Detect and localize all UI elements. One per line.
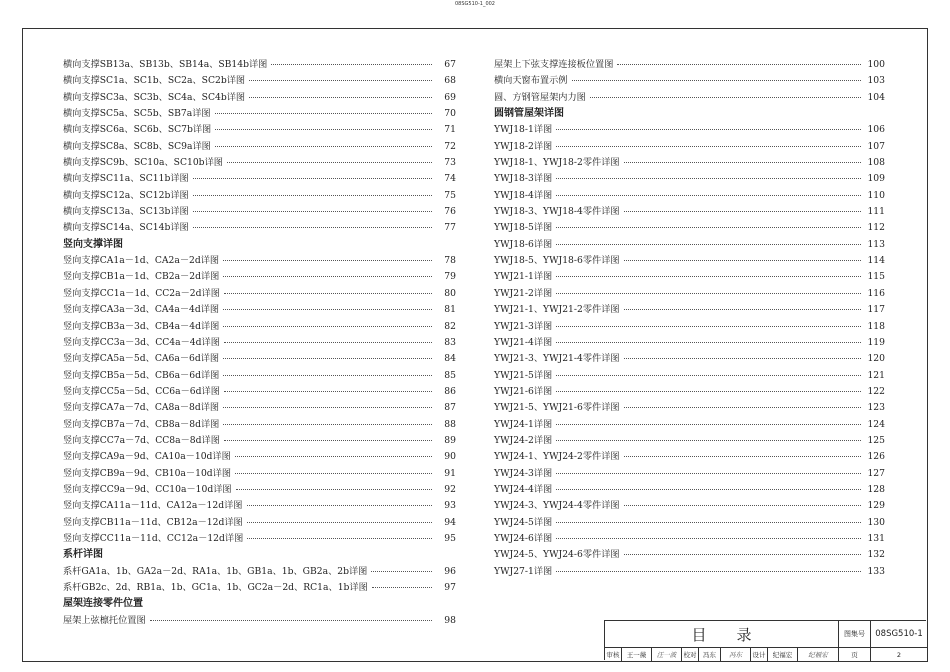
toc-leader-dots: [556, 440, 861, 441]
toc-page-number: 104: [867, 91, 885, 103]
toc-page-number: 132: [867, 549, 885, 561]
toc-page-number: 96: [444, 565, 456, 577]
toc-page-number: 69: [444, 91, 456, 103]
toc-entry: [494, 188, 885, 204]
toc-section-heading: [63, 547, 456, 563]
toc-entry-title: 横向支撑SC11a、SC11b详图: [63, 173, 189, 185]
toc-page-number: 123: [867, 402, 885, 414]
toc-entry-title: 系杆GA1a、1b、GA2a－2d、RA1a、1b、GB1a、1b、GB2a、2b详图: [63, 565, 368, 577]
toc-entry: [494, 122, 885, 138]
toc-leader-dots: [556, 227, 861, 228]
toc-leader-dots: [193, 227, 432, 228]
toc-entry-title: 竖向支撑CB9a－9d、CB10a－10d详图: [63, 467, 232, 479]
toc-page-number: 108: [867, 157, 885, 169]
toc-entry-title: YWJ21-6详图: [494, 385, 553, 397]
toc-section-heading: [63, 237, 456, 253]
toc-entry-title: 竖向支撑CC5a－5d、CC6a－6d详图: [63, 385, 220, 397]
toc-page-number: 125: [867, 434, 885, 446]
toc-entry: [63, 613, 456, 629]
toc-entry-title: 竖向支撑CB3a－3d、CB4a－4d详图: [63, 320, 220, 332]
toc-entry: [494, 335, 885, 351]
toc-page-number: 74: [444, 173, 456, 185]
toc-entry: [63, 253, 456, 269]
reviewer-signature: 汪一波: [652, 648, 682, 661]
toc-page-number: 107: [867, 140, 885, 152]
toc-entry-title: 竖向支撑CA11a－11d、CA12a－12d详图: [63, 500, 243, 512]
toc-leader-dots: [372, 587, 432, 588]
toc-page-number: 67: [444, 59, 456, 70]
toc-entry-title: YWJ21-3详图: [494, 320, 553, 332]
title-block: [604, 620, 926, 660]
toc-leader-dots: [223, 260, 432, 261]
toc-entry-title: 竖向支撑CB11a－11d、CB12a－12d详图: [63, 516, 243, 528]
toc-leader-dots: [193, 178, 432, 179]
toc-entry: [494, 286, 885, 302]
toc-leader-dots: [556, 424, 861, 425]
toc-entry: [63, 302, 456, 318]
toc-entry: [494, 531, 885, 547]
checker-name: 冯东: [699, 648, 721, 661]
toc-page-number: 97: [444, 582, 456, 593]
toc-entry-title: YWJ24-3详图: [494, 467, 553, 479]
toc-leader-dots: [223, 326, 432, 327]
toc-page-number: 87: [444, 402, 456, 414]
toc-leader-dots: [223, 407, 432, 408]
toc-entry: [494, 368, 885, 384]
toc-entry-title: YWJ21-5详图: [494, 369, 553, 381]
toc-entry: [63, 204, 456, 220]
toc-entry-title: 圆钢管屋架详图: [494, 108, 564, 120]
toc-leader-dots: [193, 195, 432, 196]
toc-entry: [63, 188, 456, 204]
checker-signature: 冯东: [721, 648, 751, 661]
toc-entry-title: YWJ24-4详图: [494, 483, 553, 495]
toc-leader-dots: [556, 326, 861, 327]
toc-entry-title: YWJ18-1、YWJ18-2零件详图: [494, 157, 620, 169]
toc-entry: [494, 171, 885, 187]
toc-page-number: 112: [867, 222, 885, 234]
toc-entry: [494, 417, 885, 433]
toc-leader-dots: [624, 309, 861, 310]
toc-entry: [63, 400, 456, 416]
toc-entry-title: YWJ18-5详图: [494, 222, 553, 234]
toc-leader-dots: [223, 358, 432, 359]
toc-leader-dots: [215, 146, 432, 147]
toc-entry: [63, 515, 456, 531]
toc-entry: [494, 515, 885, 531]
toc-page-number: 94: [444, 516, 456, 528]
toc-page-number: 109: [867, 173, 885, 185]
toc-entry: [494, 57, 885, 73]
toc-leader-dots: [193, 211, 432, 212]
toc-leader-dots: [224, 293, 432, 294]
toc-entry-title: 竖向支撑CA1a－1d、CA2a－2d详图: [63, 255, 220, 267]
toc-page-number: 78: [444, 255, 456, 267]
toc-page-number: 133: [867, 565, 885, 577]
toc-entry: [494, 351, 885, 367]
toc-entry: [63, 433, 456, 449]
toc-leader-dots: [556, 178, 861, 179]
toc-entry-title: 竖向支撑CC11a－11d、CC12a－12d详图: [63, 532, 244, 544]
toc-entry-title: 横向支撑SC8a、SC8b、SC9a详图: [63, 140, 211, 152]
toc-entry: [494, 482, 885, 498]
toc-entry-title: 竖向支撑CB5a－5d、CB6a－6d详图: [63, 369, 220, 381]
toc-page-number: 121: [867, 369, 885, 381]
toc-entry-title: 竖向支撑CA5a－5d、CA6a－6d详图: [63, 353, 220, 365]
toc-leader-dots: [624, 505, 861, 506]
toc-leader-dots: [556, 195, 861, 196]
toc-leader-dots: [235, 456, 432, 457]
toc-page-number: 76: [444, 206, 456, 218]
toc-page-number: 81: [444, 304, 456, 316]
toc-entry-title: YWJ21-5、YWJ21-6零件详图: [494, 402, 620, 414]
toc-entry: [494, 237, 885, 253]
toc-page-number: 131: [867, 532, 885, 544]
toc-page-number: 128: [867, 483, 885, 495]
toc-page-number: 126: [867, 451, 885, 463]
toc-page-number: 100: [867, 59, 885, 70]
toc-entry-title: YWJ21-4详图: [494, 336, 553, 348]
toc-entry-title: 竖向支撑CA7a－7d、CA8a－8d详图: [63, 402, 220, 414]
toc-entry: [63, 139, 456, 155]
toc-leader-dots: [224, 391, 432, 392]
toc-section-heading: [63, 596, 456, 612]
toc-leader-dots: [215, 129, 432, 130]
toc-entry-title: 横向天窗布置示例: [494, 75, 568, 87]
toc-leader-dots: [236, 489, 432, 490]
toc-entry-title: YWJ18-1详图: [494, 124, 553, 136]
toc-leader-dots: [556, 342, 861, 343]
review-label: 审核: [605, 648, 622, 661]
toc-leader-dots: [556, 522, 861, 523]
check-label: 校对: [682, 648, 699, 661]
toc-entry-title: YWJ21-3、YWJ21-4零件详图: [494, 353, 620, 365]
toc-leader-dots: [223, 309, 432, 310]
toc-leader-dots: [556, 146, 861, 147]
toc-page-number: 116: [867, 287, 885, 299]
toc-leader-dots: [624, 211, 861, 212]
toc-leader-dots: [235, 473, 432, 474]
toc-entry: [63, 57, 456, 73]
toc-entry-title: 竖向支撑CA3a－3d、CA4a－4d详图: [63, 304, 220, 316]
set-number-label: 图集号: [839, 621, 871, 648]
page-label: 页: [839, 648, 871, 661]
toc-page-number: 68: [444, 75, 456, 87]
toc-leader-dots: [249, 80, 432, 81]
toc-page-number: 103: [867, 75, 885, 87]
toc-entry-title: 圆、方钢管屋架内力图: [494, 91, 586, 103]
toc-entry: [63, 319, 456, 335]
toc-entry-title: 竖向支撑CB1a－1d、CB2a－2d详图: [63, 271, 220, 283]
toc-entry: [63, 580, 456, 596]
toc-entry-title: YWJ21-2详图: [494, 287, 553, 299]
toc-page-number: 79: [444, 271, 456, 283]
toc-entry: [494, 155, 885, 171]
toc-page-number: 91: [444, 467, 456, 479]
toc-entry-title: YWJ21-1、YWJ21-2零件详图: [494, 304, 620, 316]
toc-leader-dots: [247, 522, 432, 523]
toc-entry: [494, 547, 885, 563]
toc-entry-title: 横向支撑SC5a、SC5b、SB7a详图: [63, 108, 211, 120]
toc-entry-title: 横向支撑SC14a、SC14b详图: [63, 222, 189, 234]
toc-entry-title: 屋架连接零件位置: [63, 598, 143, 610]
toc-leader-dots: [223, 375, 432, 376]
toc-entry: [494, 73, 885, 89]
toc-leader-dots: [572, 80, 862, 81]
toc-entry-title: YWJ21-1详图: [494, 271, 553, 283]
toc-leader-dots: [556, 538, 861, 539]
toc-page-number: 95: [444, 532, 456, 544]
designer-name: 纪福宏: [768, 648, 798, 661]
toc-entry: [63, 351, 456, 367]
toc-page-number: 93: [444, 500, 456, 512]
toc-page-number: 80: [444, 287, 456, 299]
toc-leader-dots: [556, 244, 861, 245]
signature-row: [605, 648, 927, 661]
toc-page-number: 117: [867, 304, 885, 316]
toc-leader-dots: [371, 571, 432, 572]
design-label: 设计: [751, 648, 768, 661]
toc-entry: [63, 564, 456, 580]
toc-leader-dots: [150, 620, 432, 621]
toc-entry-title: YWJ24-5详图: [494, 516, 553, 528]
toc-leader-dots: [247, 505, 433, 506]
toc-page-number: 115: [867, 271, 885, 283]
toc-entry: [494, 449, 885, 465]
toc-page-number: 85: [444, 369, 456, 381]
page-number: 2: [896, 650, 902, 659]
toc-page-number: 111: [867, 206, 885, 218]
toc-entry-title: 屋架上下弦支撑连接板位置图: [494, 59, 614, 70]
toc-entry: [63, 498, 456, 514]
toc-section-heading: [494, 106, 885, 122]
toc-entry: [494, 466, 885, 482]
toc-entry: [494, 498, 885, 514]
toc-leader-dots: [224, 440, 432, 441]
toc-entry: [63, 368, 456, 384]
toc-entry: [494, 400, 885, 416]
toc-page-number: 120: [867, 353, 885, 365]
toc-entry-title: 横向支撑SC1a、SC1b、SC2a、SC2b详图: [63, 75, 246, 87]
toc-left-column: [63, 57, 456, 629]
toc-leader-dots: [556, 489, 861, 490]
toc-entry: [63, 269, 456, 285]
toc-entry: [494, 90, 885, 106]
toc-entry-title: YWJ18-2详图: [494, 140, 553, 152]
toc-page-number: 86: [444, 385, 456, 397]
toc-entry-title: 竖向支撑CC9a－9d、CC10a－10d详图: [63, 483, 232, 495]
toc-leader-dots: [556, 129, 861, 130]
toc-entry-title: 横向支撑SC3a、SC3b、SC4a、SC4b详图: [63, 91, 246, 103]
toc-leader-dots: [223, 424, 432, 425]
toc-page-number: 98: [444, 614, 456, 626]
toc-entry-title: 系杆详图: [63, 549, 103, 561]
toc-entry-title: YWJ18-3详图: [494, 173, 553, 185]
toc-entry: [494, 564, 885, 580]
toc-leader-dots: [249, 97, 432, 98]
toc-leader-dots: [624, 358, 861, 359]
toc-leader-dots: [624, 407, 861, 408]
toc-leader-dots: [624, 456, 861, 457]
toc-entry: [494, 302, 885, 318]
toc-page-number: 119: [867, 336, 885, 348]
toc-entry-title: 屋架上弦檩托位置图: [63, 614, 146, 626]
toc-entry-title: YWJ24-1、YWJ24-2零件详图: [494, 451, 620, 463]
toc-entry-title: YWJ18-3、YWJ18-4零件详图: [494, 206, 620, 218]
toc-leader-dots: [624, 162, 861, 163]
toc-page-number: 88: [444, 418, 456, 430]
toc-entry-title: 竖向支撑详图: [63, 238, 123, 250]
toc-leader-dots: [556, 293, 861, 294]
toc-entry: [494, 269, 885, 285]
designer-signature: 纪福宏: [798, 648, 839, 661]
toc-entry: [63, 106, 456, 122]
toc-page-number: 122: [867, 385, 885, 397]
toc-page-number: 70: [444, 108, 456, 120]
toc-page-number: 89: [444, 434, 456, 446]
toc-entry: [63, 122, 456, 138]
toc-entry: [494, 319, 885, 335]
toc-leader-dots: [215, 113, 432, 114]
toc-leader-dots: [556, 276, 861, 277]
toc-entry: [63, 417, 456, 433]
toc-entry: [63, 286, 456, 302]
toc-entry: [63, 171, 456, 187]
toc-entry-title: YWJ24-2详图: [494, 434, 553, 446]
toc-entry: [63, 73, 456, 89]
set-number-value: 08SG510-1: [871, 621, 927, 648]
toc-leader-dots: [556, 473, 861, 474]
toc-leader-dots: [227, 162, 432, 163]
toc-leader-dots: [624, 554, 861, 555]
title-block-title: 目录: [605, 621, 839, 648]
toc-page-number: 83: [444, 336, 456, 348]
toc-entry: [63, 449, 456, 465]
toc-entry-title: 横向支撑SC13a、SC13b详图: [63, 206, 189, 218]
toc-entry-title: YWJ18-5、YWJ18-6零件详图: [494, 255, 620, 267]
toc-leader-dots: [556, 375, 861, 376]
toc-leader-dots: [247, 538, 432, 539]
toc-entry: [63, 220, 456, 236]
toc-page-number: 75: [444, 189, 456, 201]
toc-entry-title: 竖向支撑CB7a－7d、CB8a－8d详图: [63, 418, 220, 430]
toc-leader-dots: [223, 276, 432, 277]
toc-entry-title: 竖向支撑CC1a－1d、CC2a－2d详图: [63, 287, 220, 299]
toc-leader-dots: [590, 97, 861, 98]
toc-page-number: 124: [867, 418, 885, 430]
toc-entry-title: 竖向支撑CA9a－9d、CA10a－10d详图: [63, 451, 231, 463]
toc-entry: [63, 482, 456, 498]
toc-entry: [494, 220, 885, 236]
toc-page-number: 73: [444, 157, 456, 169]
document-code-header: 08SG510-1_002: [455, 1, 495, 7]
toc-leader-dots: [624, 260, 861, 261]
toc-entry-title: 横向支撑SC12a、SC12b详图: [63, 189, 189, 201]
toc-entry: [494, 253, 885, 269]
toc-leader-dots: [271, 64, 432, 65]
toc-entry-title: 横向支撑SC6a、SC6b、SC7b详图: [63, 124, 212, 136]
toc-entry: [63, 384, 456, 400]
toc-page-number: 90: [444, 451, 456, 463]
toc-entry: [63, 466, 456, 482]
toc-right-column: [494, 57, 885, 580]
toc-entry: [494, 204, 885, 220]
toc-entry-title: YWJ24-6详图: [494, 532, 553, 544]
toc-page-number: 92: [444, 483, 456, 495]
toc-page-number: 129: [867, 500, 885, 512]
toc-entry: [63, 531, 456, 547]
toc-entry: [494, 139, 885, 155]
toc-entry: [494, 384, 885, 400]
toc-page-number: 118: [867, 320, 885, 332]
toc-entry-title: 横向支撑SC9b、SC10a、SC10b详图: [63, 157, 223, 169]
toc-entry-title: YWJ24-3、YWJ24-4零件详图: [494, 500, 620, 512]
toc-entry: [494, 433, 885, 449]
toc-entry-title: 系杆GB2c、2d、RB1a、1b、GC1a、1b、GC2a－2d、RC1a、1b详图: [63, 582, 368, 593]
toc-entry-title: YWJ27-1详图: [494, 565, 553, 577]
toc-page-number: 72: [444, 140, 456, 152]
toc-leader-dots: [617, 64, 861, 65]
toc-entry-title: YWJ24-5、YWJ24-6零件详图: [494, 549, 620, 561]
toc-entry: [63, 155, 456, 171]
toc-page-number: 110: [867, 189, 885, 201]
toc-page-number: 113: [867, 238, 885, 250]
toc-page-number: 127: [867, 467, 885, 479]
toc-page-number: 130: [867, 516, 885, 528]
toc-page-number: 106: [867, 124, 885, 136]
toc-leader-dots: [224, 342, 432, 343]
reviewer-name: 王一薇: [622, 648, 652, 661]
toc-leader-dots: [556, 571, 861, 572]
toc-entry-title: YWJ24-1详图: [494, 418, 553, 430]
toc-entry: [63, 335, 456, 351]
toc-page-number: 77: [444, 222, 456, 234]
toc-page-number: 71: [444, 124, 456, 136]
toc-page-number: 114: [867, 255, 885, 267]
toc-entry-title: 横向支撑SB13a、SB13b、SB14a、SB14b详图: [63, 59, 268, 70]
toc-entry: [63, 90, 456, 106]
toc-page-number: 84: [444, 353, 456, 365]
toc-entry-title: 竖向支撑CC3a－3d、CC4a－4d详图: [63, 336, 220, 348]
toc-entry-title: 竖向支撑CC7a－7d、CC8a－8d详图: [63, 434, 220, 446]
toc-leader-dots: [556, 391, 861, 392]
toc-entry-title: YWJ18-6详图: [494, 238, 553, 250]
toc-page-number: 82: [444, 320, 456, 332]
toc-entry-title: YWJ18-4详图: [494, 189, 553, 201]
